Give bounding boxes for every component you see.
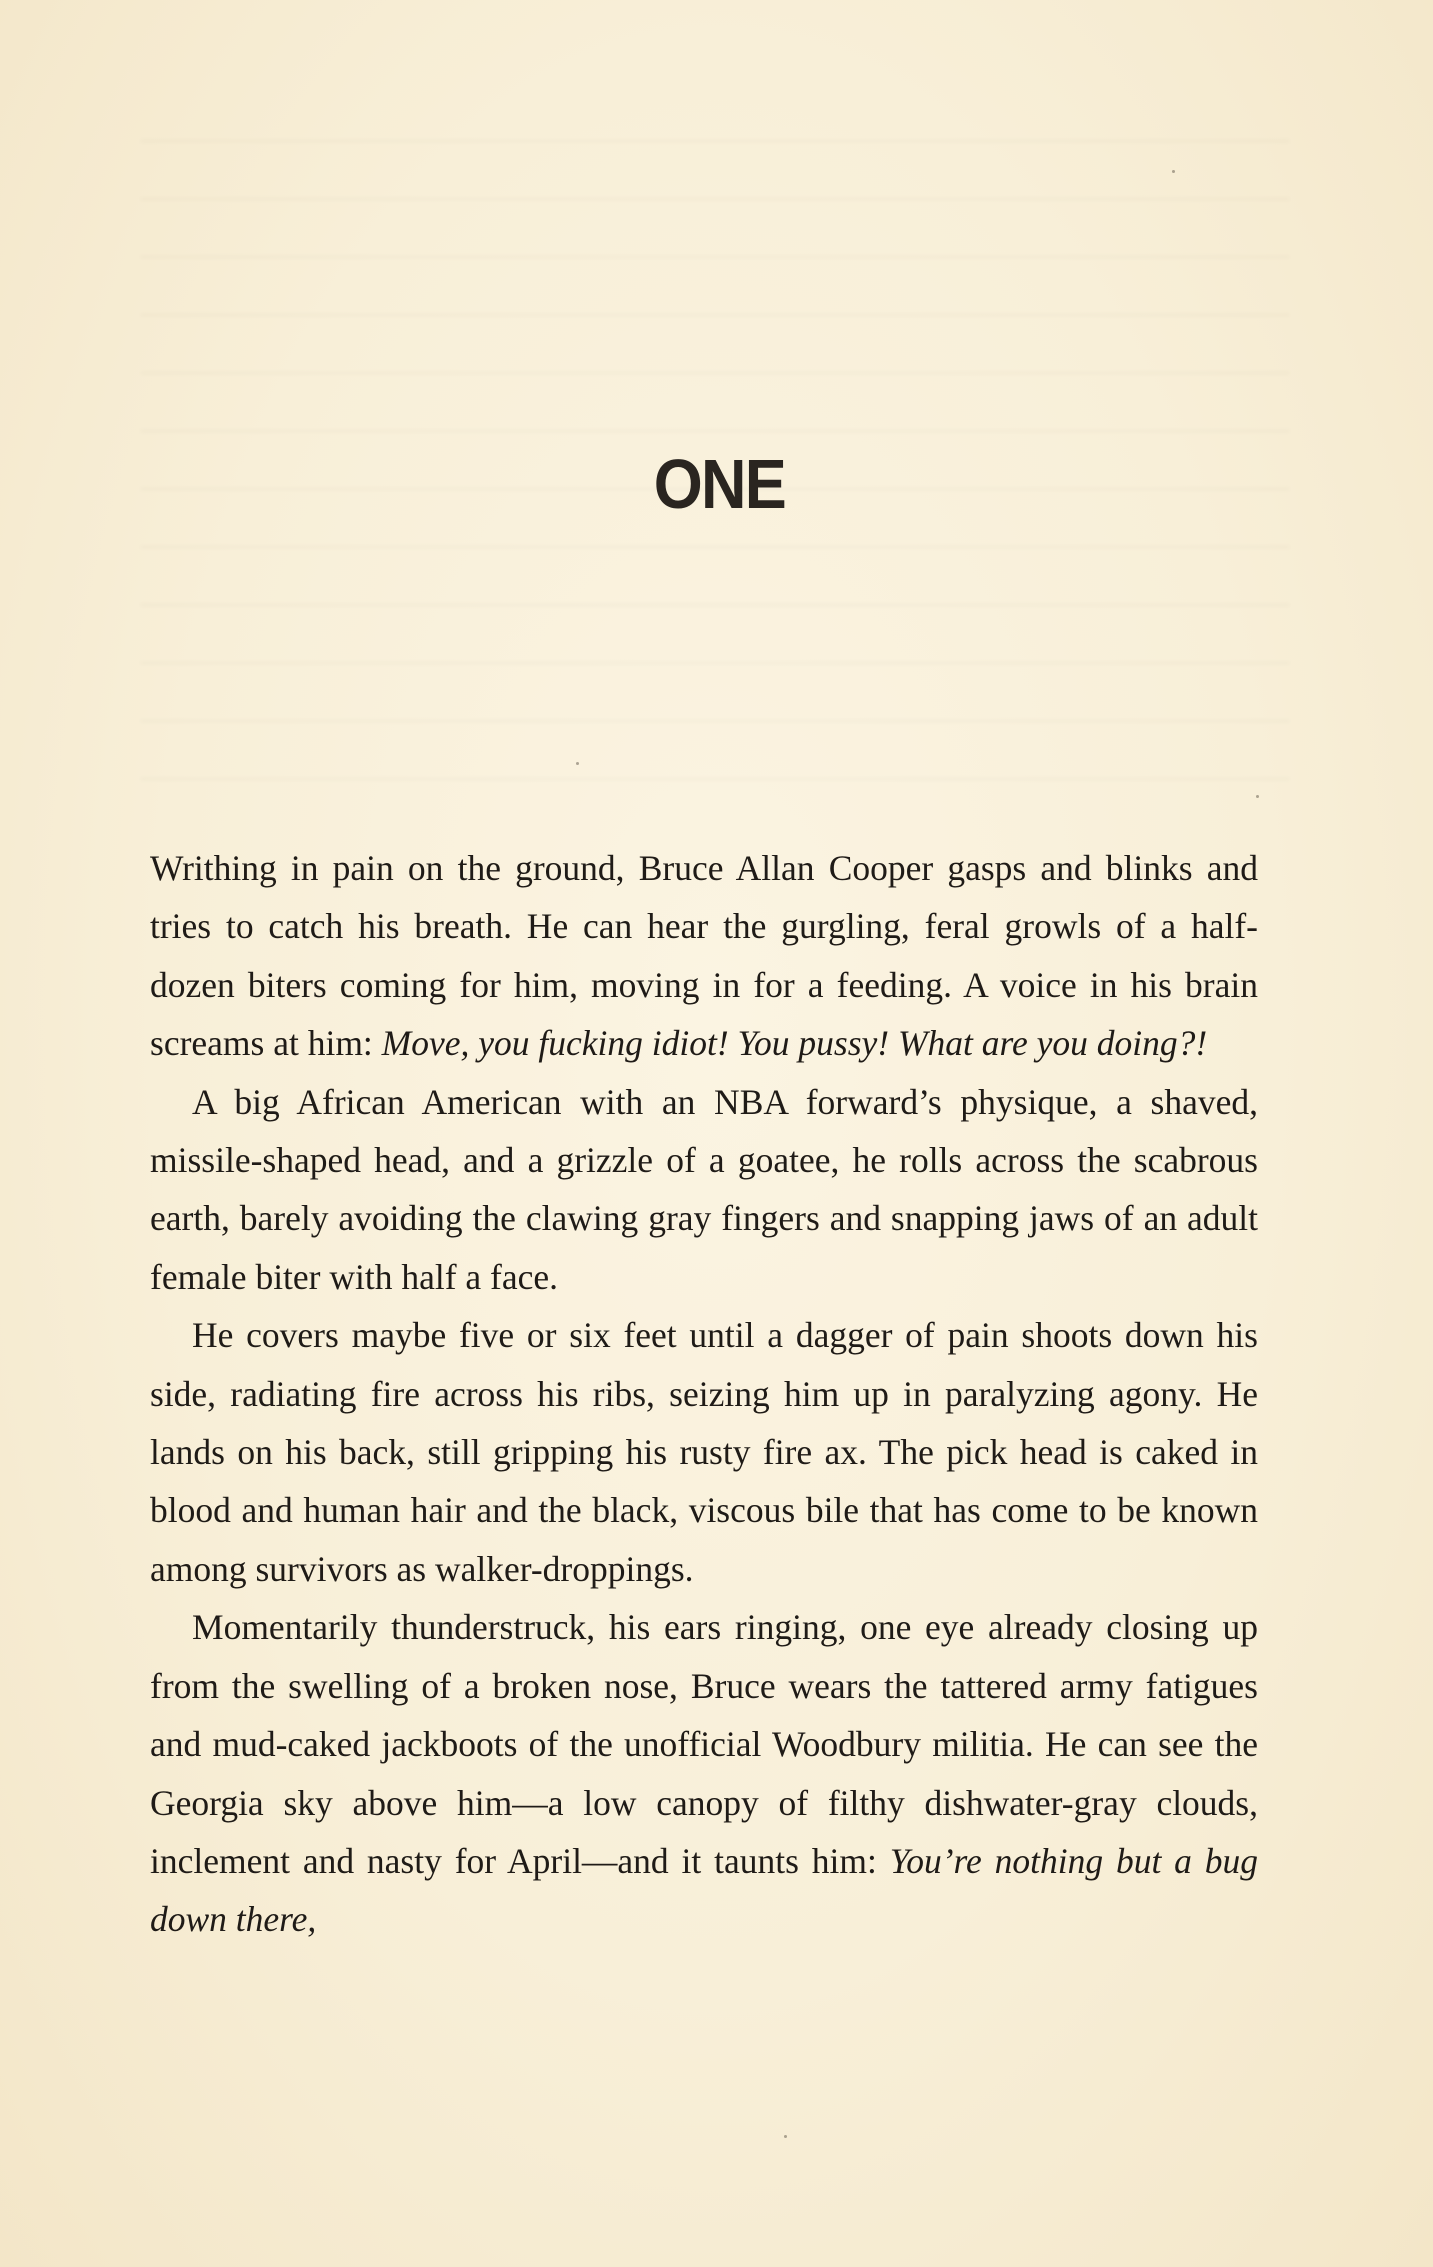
paragraph-text: He covers maybe five or six feet until a dagger of pain shoots down his side, radiating fire across his ribs, seizing him up in paralyzing agony. He lands on his back, still gripping his rusty fire ax. The pick head is caked in blood and human hair and the black, viscous bile that has come to be known among survivors as walker-droppings. (150, 1315, 1258, 1589)
paragraph (150, 1073, 1258, 1307)
paragraph-text: A big African American with an NBA forward’s physique, a shaved, missile-shaped head, and a grizzle of a goatee, he rolls across the scabrous earth, barely avoiding the clawing gray fingers and snapping jaws of an adult female biter with half a face. (150, 1081, 1258, 1297)
paragraph-italic-text: You’re nothing but a bug down there, (150, 1840, 1258, 1940)
paragraph (150, 1306, 1258, 1598)
paragraph (150, 1598, 1258, 1948)
paragraph-text: Writhing in pain on the ground, Bruce Allan Cooper gasps and blinks and tries to catch his breath. He can hear the gurgling, feral growls of a half-dozen biters coming for him, moving in for a feeding. A voice in his brain screams at him: (150, 848, 1258, 1064)
paragraph-italic-text: Move, you fucking idiot! You pussy! What are you doing?! (381, 1023, 1208, 1064)
chapter-title: ONE (653, 444, 785, 523)
paper-speck (784, 2135, 787, 2138)
paper-speck (1172, 170, 1175, 173)
body-text (150, 839, 1258, 1949)
paragraph (150, 839, 1258, 1073)
paper-speck (576, 762, 579, 765)
paragraph-text: Momentarily thunderstruck, his ears ringing, one eye already closing up from the swelling of a broken nose, Bruce wears the tattered army fatigues and mud-caked jackboots of the unofficial Woodbury militia. He can see the Georgia sky above him—a low canopy of filthy dishwater-gray clouds, inclement and nasty for April—and it taunts him: (150, 1607, 1258, 1881)
paper-speck (1256, 795, 1259, 798)
